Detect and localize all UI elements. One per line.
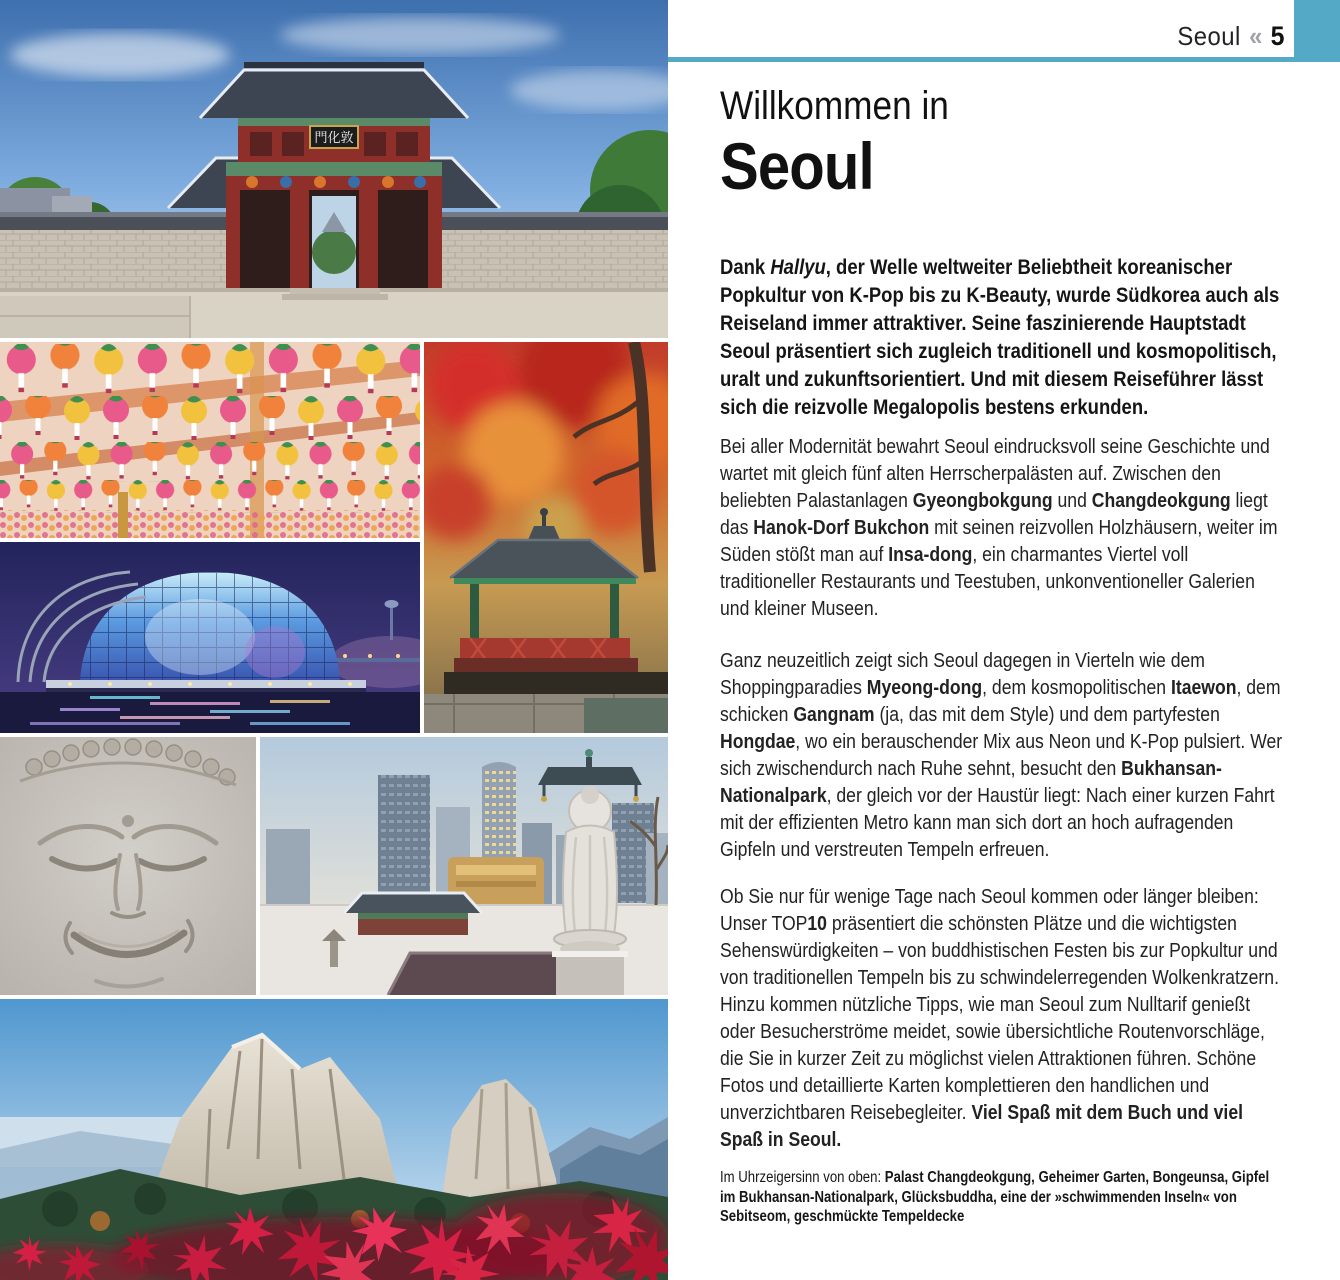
body-paragraph-top10: Ob Sie nur für wenige Tage nach Seoul kommen oder länger bleiben: Unser TOP10 präsentiert die schönsten Plätze und die wichtigsten Sehenswürdigkeiten – von buddhistischen Festen bis zur Popkultur und von traditionellen Tempeln bis zu schwindelerregenden Wolkenkratzern. Hinzu kommen nützliche Tipps, wie man Seoul zum Nulltarif genießt oder Besucherströme meidet, sowie übersichtliche Routenvorschläge, die Sie in kurzer Zeit zu möglichst vielen Attraktionen führen. Schöne Fotos und detaillierte Karten komplettieren den handlichen und unverzichtbaren Reisebegleiter. Viel Spaß mit dem Buch und viel Spaß in Seoul. — [720, 886, 1279, 1151]
page-title — [720, 84, 1283, 203]
title-main: Seoul — [720, 129, 874, 203]
body-paragraph-history: Bei aller Modernität bewahrt Seoul eindrucksvoll seine Geschichte und wartet mit gleich fünf alten Herrscherpalästen auf. Zwischen den beliebten Palastanlagen Gyeongbokgung und Changdeokgung liegt das Hanok-Dorf Bukchon mit seinen reizvollen Holzhäusern, weiter im Süden stößt man auf Insa-dong, ein charmantes Viertel voll traditioneller Restaurants und Teestuben, unkonventioneller Galerien und kleiner Museen. — [720, 436, 1278, 620]
intro-paragraph: Dank Hallyu, der Welle weltweiter Beliebtheit koreanischer Popkultur von K-Pop bis zu K-Beauty, wurde Südkorea auch als Reiseland immer attraktiver. Seine faszinierende Hauptstadt Seoul präsentiert sich zugleich traditionell und kosmopolitisch, uralt und zukunftsorientiert. Und mit diesem Reiseführer lässt sich die reizvolle Megalopolis bestens erkunden. — [720, 256, 1280, 419]
page-number: 5 — [1270, 21, 1284, 51]
lantern-ceiling-illustration — [0, 342, 420, 538]
title-kicker: Willkommen in — [720, 84, 949, 128]
running-head — [1177, 21, 1284, 52]
photo-bukhansan-peak — [0, 999, 668, 1280]
photo-temple-ceiling-lanterns — [0, 342, 420, 538]
photo-bongeunsa — [260, 737, 668, 995]
photo-caption: Im Uhrzeigersinn von oben: Palast Changdeokgung, Geheimer Garten, Bongeunsa, Gipfel im Bukhansan-Nationalpark, Glücksbuddha, eine der »schwimmenden Inseln« von Sebitseom, geschmückte Tempeldecke — [720, 1169, 1270, 1225]
corner-accent-block — [1294, 0, 1340, 57]
double-chevron-icon: « — [1248, 21, 1262, 51]
photo-lucky-buddha — [0, 737, 256, 995]
lucky-buddha-illustration — [0, 737, 256, 995]
photo-changdeokgung-gate — [0, 0, 668, 338]
gate-plaque-characters: 門化敦 — [314, 130, 354, 145]
secret-garden-illustration — [424, 342, 668, 733]
photo-secret-garden-pavilion — [424, 342, 668, 733]
body-paragraph-modern: Ganz neuzeitlich zeigt sich Seoul dagegen in Vierteln wie dem Shoppingparadies Myeong-dong, dem kosmopolitischen Itaewon, dem schicken Gangnam (ja, das mit dem Style) und dem partyfesten Hongdae, wo ein berauschender Mix aus Neon und K-Pop pulsiert. Wer sich zwischendurch nach Ruhe sehnt, besucht den Bukhansan-Nationalpark, der gleich vor der Haustür liegt: Nach einer kurzen Fahrt mit der effizienten Metro kann man sich dort an hoch aufragenden Gipfeln und verstreuten Tempeln erfreuen. — [720, 650, 1283, 861]
section-label: Seoul — [1176, 21, 1241, 51]
page-header — [668, 0, 1340, 62]
photo-sebitseom-floating-island — [0, 542, 420, 733]
sebitseom-illustration — [0, 542, 420, 733]
changdeokgung-gate-illustration — [0, 0, 668, 338]
bukhansan-illustration — [0, 999, 668, 1280]
bongeunsa-illustration — [260, 737, 668, 995]
